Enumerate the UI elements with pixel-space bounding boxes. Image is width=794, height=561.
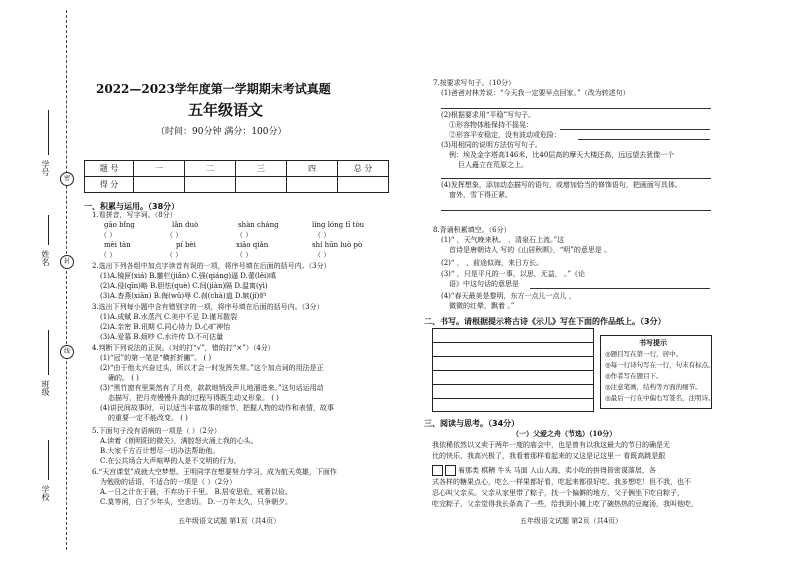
option-line: C.莫等闲，白了少年头，空悲切。 D.一万年太久，只争朝夕。 [100,498,293,506]
question-3: 3.选出下列每小题中含有错别字的一项，将序号填在后面的括号内。（3分） [92,303,324,311]
score-cell: 二 [185,161,236,177]
option-line: (2)A.侵(qīn)略 B.胆怯(què) C.间(jiàn)隔 D.温寓(yì) [100,282,268,290]
fill-line: 微微的红晕，飘着 。” [449,302,515,310]
writing-sheet[interactable] [432,328,594,412]
seal-knob: 封 [60,255,74,269]
fill-line: (4)“春天最美是黎明，东方一点儿一点儿 ， [441,292,576,300]
write-line [48,110,49,155]
statement-line: 的重要一定不能改变。 ( ) [108,414,188,422]
answer-blank[interactable]: （ ） [100,231,117,239]
margin-label-class: 班级 [41,380,50,396]
example-line: 巨人矗立在荒原之上。 [458,161,528,169]
answer-line[interactable] [441,108,711,109]
sub-question: (3)用相同的说明方法仿写句子。 [441,141,542,149]
seal-knob: 线 [60,345,74,359]
section-1-title: 一、积累与运用。（38分） [84,202,180,211]
tip-item: ◎每一行诗句写在一行，句末有标点。 [605,361,715,369]
score-cell: 总 分 [338,161,389,177]
option-line: A.读着《朗明阳的微关》，满腔怒火涌上我的心头。 [100,437,258,445]
example-line: 例：埃及金字塔高146米，比40层高的摩天大楼还高，远远望去犹像一个 [449,151,675,159]
pinyin: xiāo qiǎn [236,241,269,249]
score-cell: 一 [134,161,185,177]
prompt-line: 窗外，雪下得正紧。 [449,191,512,199]
question-4: 4.判断下列说法的正误。（对的打“√”，错的打“×”）（4分） [92,344,275,352]
exam-meta: （时间：90分钟 满分：100分） [156,127,287,137]
statement-line: (1)“冠”的第一笔是“横折折撇”。 ( ) [100,354,212,362]
score-input[interactable] [338,177,389,193]
pinyin: pí bèi [176,241,196,249]
seal-knob: 密 [60,172,74,186]
blank-box[interactable] [445,465,456,476]
question-2: 2.选出下列各组中加点字读音有误的一项，将序号填在后面的括号内。（3分） [92,262,331,270]
statement-line: 确的。 ( ) [108,374,139,382]
answer-line[interactable] [441,210,711,211]
answer-blank[interactable]: （ ） [100,251,117,259]
question-5: 5.下面句子没有语病的一项是（ ）（2分） [92,427,221,435]
score-cell: 得 分 [85,177,134,193]
answer-blank[interactable]: （ ） [314,251,331,259]
pinyin: lǎn duò [172,221,199,229]
fill-line: 语》中这句话的意思是 [449,280,519,288]
section-2-title: 二、书写。请根据提示将古诗《示儿》写在下面的作品纸上。（3分） [424,317,666,326]
option-line: (1)A.镜匣(xiá) B.雕栏(jiǎn) C.强(qiáng)逼 D.蕾(lěi)嗔 [100,272,276,280]
sub-question: (1)爸爸对林芳说：“今天我一定要早点回家。”（改为转述句） [441,89,630,97]
option-line: (1)A.成赋 B.水蒸汽 C.美中不足 D.谨耳散裂 [100,313,238,321]
answer-blank[interactable]: （ ） [166,231,183,239]
reading-line: 吃完粽子，父亲觉得我长条高了一些，给我到小摊上吃了碗热热的豆腐汤，我叫他吃， [432,500,698,508]
answer-line[interactable] [441,178,711,179]
margin-label-id: 学号 [41,160,50,176]
score-input[interactable] [185,177,236,193]
fill-line: (2)“ ， ，前途似海，来日方长。 [441,259,543,267]
answer-blank[interactable]: （ ） [314,231,331,239]
score-cell: 三 [236,161,287,177]
statement-line: (2)“由于他太兴奋过头，所以才会一时发挥失常。”这个加点词的用法是正 [100,364,324,372]
option-line: (3)A.杳燕(xiān) B.侮(wǔ)辱 C.刹(chà)道 D.嫉(jí)炉 [100,292,267,300]
option-line: (3)A.爱慕 B.烦吵 C.水许传 D.不可估量 [100,333,224,341]
score-table [84,160,389,193]
answer-line[interactable] [530,288,710,289]
answer-blank[interactable]: （ ） [236,251,253,259]
tip-item: ◎作者写在题目下。 [605,372,663,380]
page-footer: 五年级语文试题 第2页（共4页） [520,517,623,525]
margin-label-name: 姓名 [41,250,50,266]
question-6-cont: 为勉励的话语，不适合的一项是（ ）（2分） [100,478,237,486]
answer-blank[interactable]: （ ） [166,251,183,259]
answer-blank[interactable]: （ ） [236,231,253,239]
score-cell: 四 [287,161,338,177]
question-7: 7.按要求写句子。（10分） [433,79,516,87]
tip-item: ◎题目写在第一行，居中。 [605,350,683,358]
page-footer: 五年级语文试题 第1页（共4页） [178,517,281,525]
reading-text: 看那类 棋精 牛头 马面 人山人海，卖小吃的拼得皆密谋落居，各 [458,466,656,475]
fill-line: 首诗是唐朝诗人 写的《山居秋暝》，“明”的意思是 。 [449,246,612,254]
section-3-title: 三、阅读与思考。（34分） [424,419,520,428]
binding-margin [0,0,70,561]
pinyin: mèi tàn [104,241,131,249]
sub-question: (4)发挥想象，添加动态描写的语句，或增加恰当的修饰语句，把画面写具体。 [441,181,682,189]
statement-line: (4)讲民间故事时，可以适当丰富故事的细节，把握人物的动作和表情，故事 [100,404,334,412]
option-line: B.大家千方百计想尽一切办法帮助他。 [100,447,220,455]
score-cell: 题 号 [85,161,134,177]
statement-line: 态描写，把月亮慢慢升高的过程写得既生动又形象。 ( ) [108,394,279,402]
score-input[interactable] [134,177,185,193]
question-8: 8.背诵积累填空。（6分） [433,226,511,234]
sub-question: (2)根据要求用“平稳”写句子。 [441,111,536,119]
reading-line: 我依稀依然以又卖于两年一度的庙会中，也是曾有以我这最大的节日的确是无 [432,441,670,449]
write-line [48,215,49,245]
reading-line [432,465,656,476]
question-1: 1.看拼音，写字词。（8分） [92,211,177,219]
reading-line: 忍心叫父亲买。父亲从家里带了粽子，找一个偏僻的地方，父子俩坐下吃自粽子， [432,489,684,497]
writing-tips-box [600,335,715,409]
fill-line: (3)“ ，只是平凡的一事，以思，无益， 。”《论 [441,270,586,278]
reading-line: 式各样的糖果点心，吃么一样果都好看，吃起来都很好吃，我多想吃！但不我，也不 [432,478,691,486]
score-input[interactable] [236,177,287,193]
write-line [48,440,49,480]
reading-title: （一）父爱之舟（节选）（10分） [512,429,617,438]
reading-line: 比的快乐，我高兴极了，我看着那样看起来的又这是记这里一 看既高跳是跟 [432,452,666,460]
answer-line[interactable] [560,129,710,130]
question-6: 6.“天宫课堂”成就大空梦想。王明同学在想要努力学习，成为航天英雄，下面作 [92,468,337,476]
fill-line: (1)“ ，天气晚来秋。 ，清泉石上流。”这 [441,236,565,244]
blank-box[interactable] [432,465,443,476]
statement-line: (3)“黑竹窗有里果然有了月亮，款款地悄没声儿地溜进来。”这句话运用动 [100,384,324,392]
sub-question: ①形容物体能保持不摇晃： [449,121,533,129]
tips-title: 书写提示 [639,339,667,347]
seal-line [66,10,67,550]
option-line: C.在公共场合大声喧哗的人是不文明的行为。 [100,457,241,465]
margin-label-school: 学校 [41,485,50,501]
answer-line[interactable] [578,139,710,140]
tip-item: ◎注意笔画，结构等方面的细节。 [605,383,702,391]
option-line: A.一日之计在于晨，不弃功于千里。 B.居安思危，戒奢以俭。 [100,488,292,496]
pinyin: líng lóng tī tòu [312,221,365,229]
pinyin: shàn cháng [238,221,279,229]
write-line [48,330,49,375]
pinyin: gāo bǐng [104,221,135,229]
option-line: (2)A.亲密 B.讯期 C.同心协力 D.心旷神怡 [100,323,231,331]
sub-question: ②形容平安稳定，没有波动或危险： [449,131,561,139]
exam-title: 2022—2023学年度第一学期期末考试真题 [96,82,331,96]
exam-subject: 五年级语文 [188,101,264,119]
score-input[interactable] [287,177,338,193]
pinyin: shí hūn luò pò [312,241,363,249]
tip-item: ◎最后一行在中偏右写签名，注明诗。 [605,394,715,402]
